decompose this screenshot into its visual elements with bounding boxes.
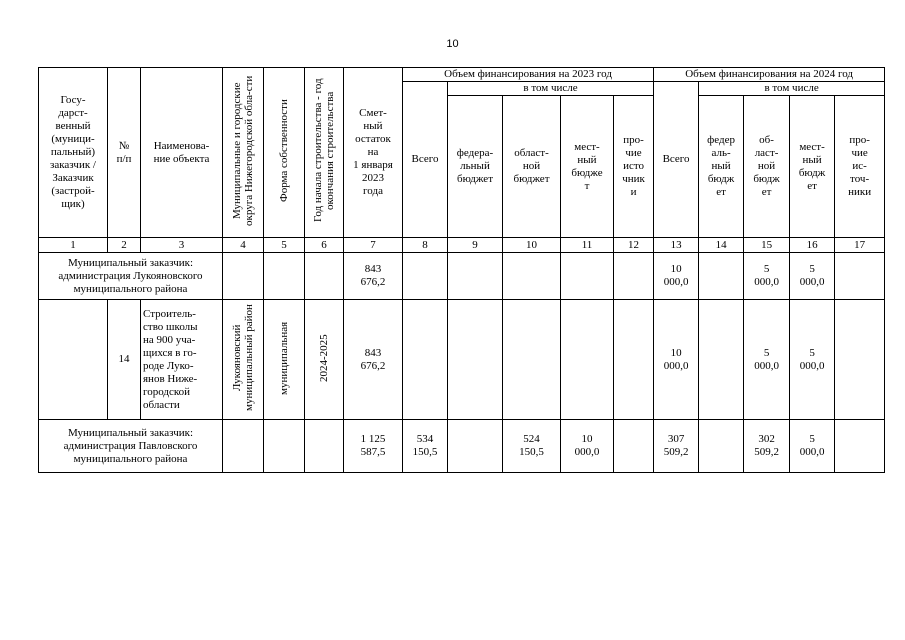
column-number: 4 [223,238,264,253]
header-regional-2023: област- ной бюджет [503,96,561,238]
total-2024-cell: 10 000,0 [654,253,699,300]
header-municipality: Муниципальные и городские округа Нижегородской обла-сти [223,68,264,238]
header-years: Год начала строительства - год окончания строительства [305,68,344,238]
header-regional-2024: об- ласт- ной бюдж ет [744,96,790,238]
header-estimate-balance: Смет- ный остаток на 1 января 2023 года [344,68,403,238]
header-no: № п/п [108,68,141,238]
column-number: 3 [141,238,223,253]
row-number: 14 [108,300,141,420]
column-number: 6 [305,238,344,253]
customer-label: Муниципальный заказчик: администрация Павловского муниципального района [39,420,223,473]
column-number: 10 [503,238,561,253]
years-cell: 2024-2025 [305,300,344,420]
column-number: 13 [654,238,699,253]
column-number: 5 [264,238,305,253]
header-including-2023: в том числе [448,82,654,96]
header-other-2023: про- чие исто чник и [614,96,654,238]
column-number: 11 [561,238,614,253]
column-number: 8 [403,238,448,253]
table-row [39,253,885,300]
header-other-2024: про- чие ис- точ- ники [835,96,885,238]
header-including-2024: в том числе [699,82,885,96]
local-2023-cell: 10 000,0 [561,420,614,473]
header-local-2024: мест- ный бюдж ет [790,96,835,238]
column-number: 9 [448,238,503,253]
estimate-cell: 1 125 587,5 [344,420,403,473]
header-total-2024: Всего [654,82,699,238]
header-financing-2024: Объем финансирования на 2024 год [654,68,885,82]
municipality-cell: Лукояновский муниципальный район [223,300,264,420]
column-number: 14 [699,238,744,253]
regional-2024-cell: 302 509,2 [744,420,790,473]
column-number: 12 [614,238,654,253]
regional-2024-cell: 5 000,0 [744,300,790,420]
estimate-cell: 843 676,2 [344,253,403,300]
ownership-cell: муниципальная [264,300,305,420]
regional-2024-cell: 5 000,0 [744,253,790,300]
header-ownership: Форма собственности [264,68,305,238]
column-number: 2 [108,238,141,253]
construction-financing-table [38,67,885,473]
customer-label: Муниципальный заказчик: администрация Лукояновского муниципального района [39,253,223,300]
total-2024-cell: 307 509,2 [654,420,699,473]
header-local-2023: мест- ный бюдже т [561,96,614,238]
local-2024-cell: 5 000,0 [790,253,835,300]
column-number: 1 [39,238,108,253]
column-number: 15 [744,238,790,253]
local-2024-cell: 5 000,0 [790,420,835,473]
total-2024-cell: 10 000,0 [654,300,699,420]
estimate-cell: 843 676,2 [344,300,403,420]
local-2024-cell: 5 000,0 [790,300,835,420]
table-row [39,300,885,420]
page-number: 10 [446,38,459,50]
header-federal-2024: федер аль- ный бюдж ет [699,96,744,238]
table-row [39,420,885,473]
header-total-2023: Всего [403,82,448,238]
header-object-name: Наименова- ние объекта [141,68,223,238]
column-number: 7 [344,238,403,253]
object-name: Строитель- ство школы на 900 уча- щихся в го- роде Луко- янов Ниже- городской области [141,300,223,420]
column-number: 17 [835,238,885,253]
header-customer: Госу- дарст- венный (муници- пальный) заказчик / Заказчик (застрой- щик) [39,68,108,238]
column-number: 16 [790,238,835,253]
regional-2023-cell: 524 150,5 [503,420,561,473]
header-financing-2023: Объем финансирования на 2023 год [403,68,654,82]
total-2023-cell: 534 150,5 [403,420,448,473]
header-federal-2023: федера- льный бюджет [448,96,503,238]
